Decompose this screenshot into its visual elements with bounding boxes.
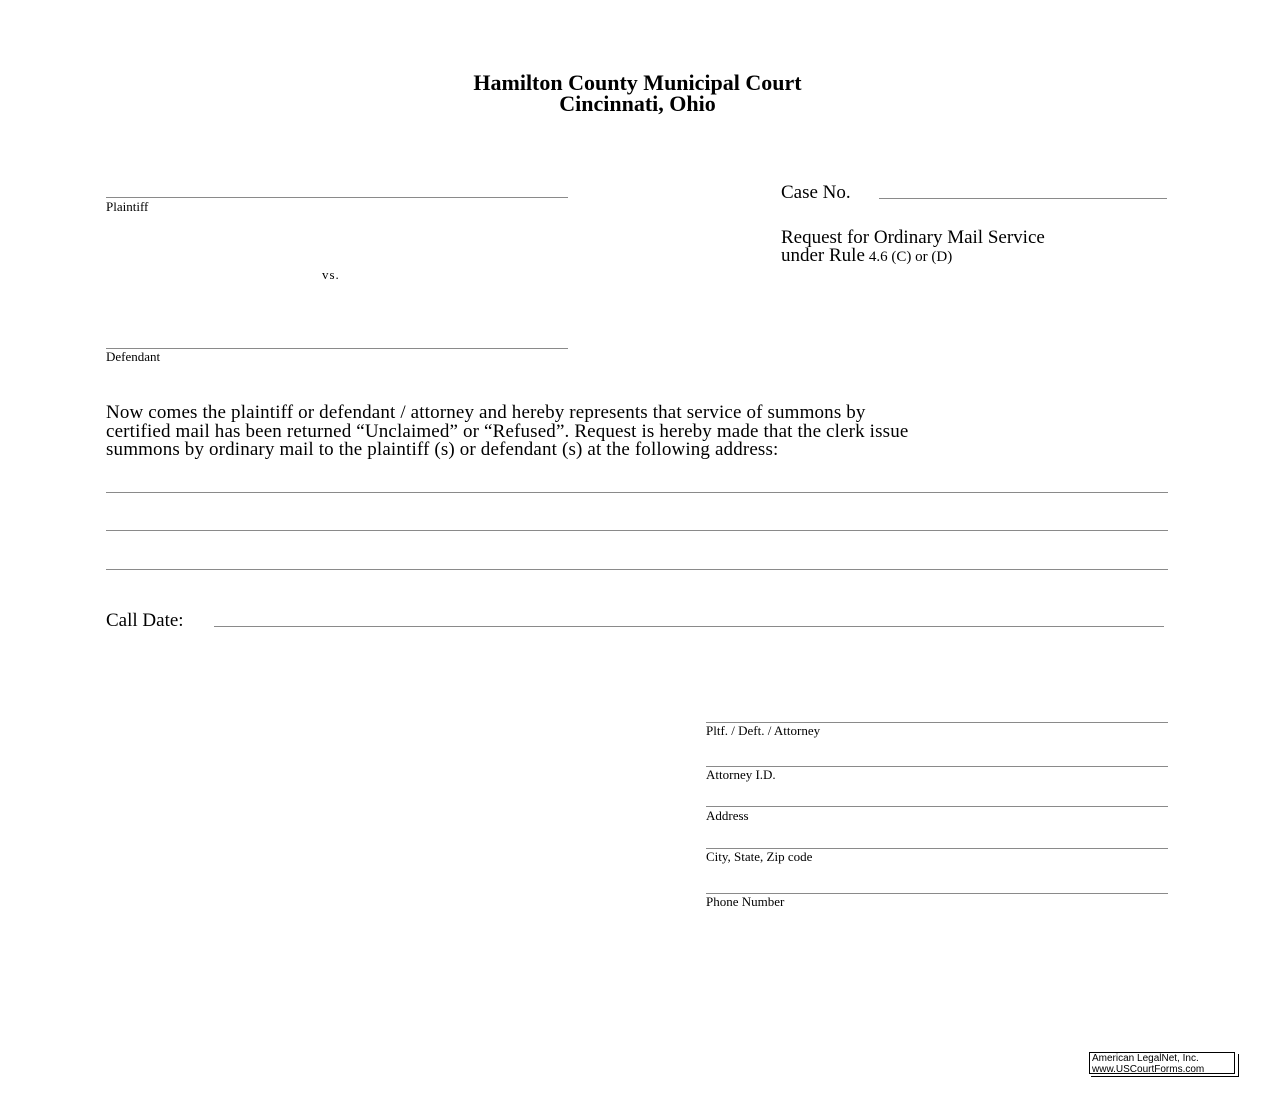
attorney-id-label: Attorney I.D. [706, 767, 776, 782]
case-no-line[interactable] [879, 198, 1167, 199]
versus-label: vs. [322, 267, 340, 282]
request-title-line2 [781, 246, 952, 266]
address-signature-line[interactable] [706, 806, 1168, 807]
call-date-label: Call Date: [106, 610, 184, 631]
request-title-rule-number: 4.6 (C) or (D) [868, 249, 953, 265]
address-line-3[interactable] [106, 569, 1168, 570]
defendant-line[interactable] [106, 348, 568, 349]
court-name: Hamilton County Municipal Court [473, 70, 802, 95]
footer-website: www.USCourtForms.com [1092, 1063, 1205, 1075]
party-label: Pltf. / Deft. / Attorney [706, 723, 821, 738]
body-line-3: summons by ordinary mail to the plaintiff (s) or defendant (s) at the following address: [106, 439, 779, 460]
request-title-line1: Request for Ordinary Mail Service [781, 227, 1045, 248]
call-date-line[interactable] [214, 626, 1164, 627]
address-line-2[interactable] [106, 530, 1168, 531]
address-line-1[interactable] [106, 492, 1168, 493]
phone-label: Phone Number [706, 894, 785, 909]
case-no-label: Case No. [781, 182, 851, 203]
court-city: Cincinnati, Ohio [559, 91, 716, 116]
city-state-zip-label: City, State, Zip code [706, 849, 813, 864]
defendant-label: Defendant [106, 349, 161, 364]
body-line-2: certified mail has been returned “Unclaimed” or “Refused”. Request is hereby made that the clerk issue [106, 421, 909, 442]
footer-badge [1089, 1052, 1235, 1074]
footer-company: American LegalNet, Inc. [1092, 1053, 1199, 1064]
address-label: Address [706, 808, 749, 823]
body-line-1: Now comes the plaintiff or defendant / attorney and hereby represents that service of summons by [106, 402, 866, 423]
plaintiff-label: Plaintiff [106, 199, 149, 214]
plaintiff-line[interactable] [106, 197, 568, 198]
request-title-under-rule: under Rule [781, 245, 865, 266]
